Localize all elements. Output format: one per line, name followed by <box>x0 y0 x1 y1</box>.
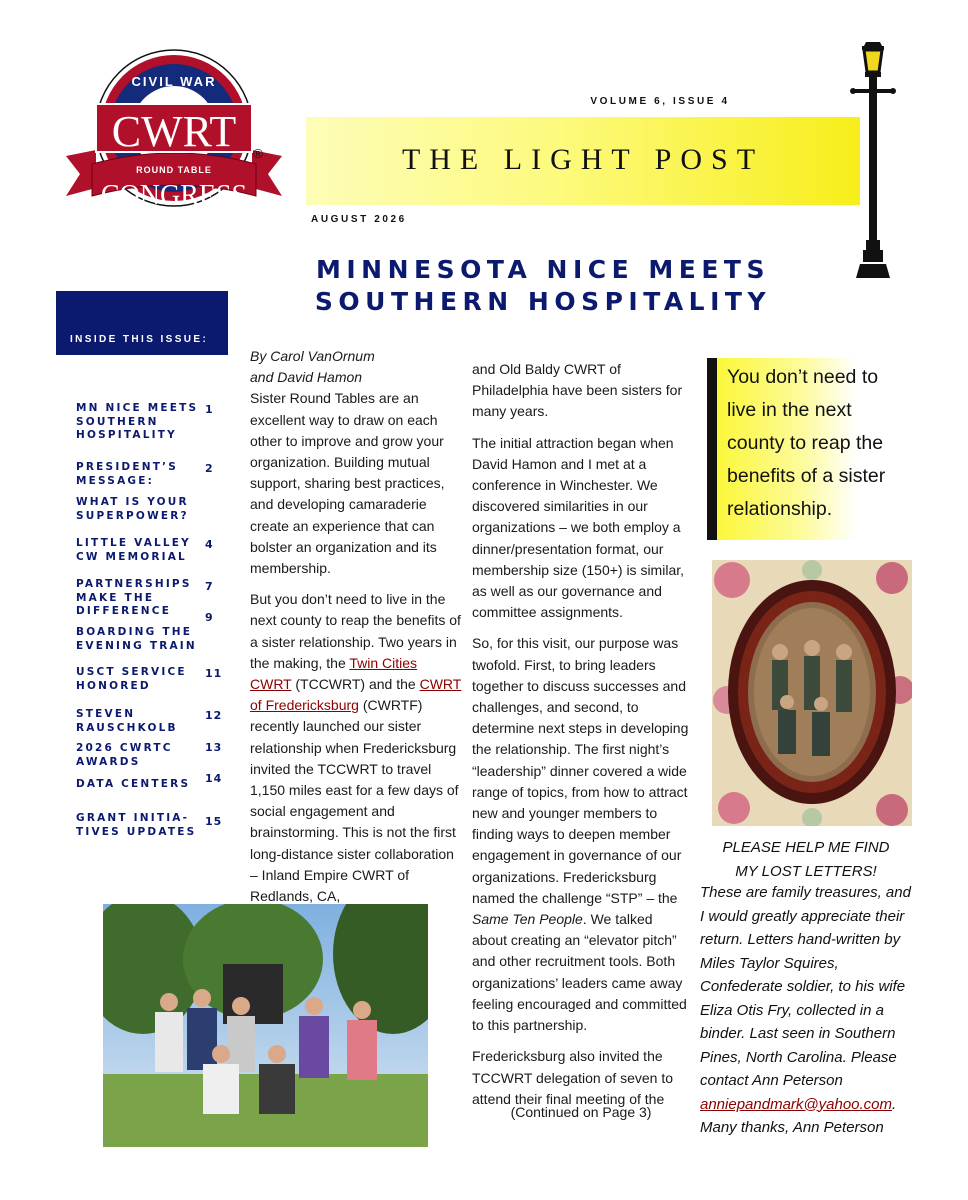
toc-page: 12 <box>205 709 223 722</box>
inside-this-issue-box <box>56 291 228 355</box>
inside-this-issue-heading: INSIDE THIS ISSUE: <box>70 334 209 345</box>
toc-item[interactable]: 2026 CWRTC AWARDS <box>76 742 173 768</box>
toc-page: 13 <box>205 741 223 754</box>
issue-date: AUGUST 2026 <box>311 214 407 225</box>
toc-item[interactable]: DATA CENTERS <box>76 778 191 790</box>
newsletter-title: THE LIGHT POST <box>401 143 765 176</box>
toc-page: 14 <box>205 772 223 785</box>
toc-page: 15 <box>205 815 223 828</box>
logo-main-text: CWRT <box>111 107 237 156</box>
lost-letters-text: These are family treasures, and I would greatly appreciate their return. Letters hand-written by Miles Taylor Squires, Confederate soldier, to his wife Eliza Otis Fry, collected in a binder. Last seen in Southern Pines, North Carolina. Please contact Ann Peterson anniepandmark@yahoo.com. Many thanks, Ann Peterson <box>700 884 911 1136</box>
email-link[interactable]: anniepandmark@yahoo.com <box>700 1095 893 1113</box>
lamp-post-icon <box>850 40 896 282</box>
logo-ring-text: ROUND TABLE <box>136 165 212 175</box>
toc-item[interactable]: PARTNERSHIPS MAKE THE DIFFERENCE <box>76 578 192 617</box>
article-column-1 <box>250 346 462 917</box>
pull-quote: You don’t need to live in the next county to reap the benefits of a sister relationship. <box>727 366 886 520</box>
volume-issue: VOLUME 6, ISSUE 4 <box>590 96 730 107</box>
cwrt-fredericksburg-link[interactable]: CWRT of Fredericksburg <box>250 676 462 714</box>
toc-page: 4 <box>205 538 214 551</box>
twin-cities-cwrt-link[interactable]: Twin Cities CWRT <box>250 654 418 693</box>
article-paragraph: Sister Round Tables are an excellent way to draw on each other to improve and grow your organization. Building mutual support, sharing best practices, and developing camaraderie create an experience that can bolster an organization and its membership. <box>250 390 445 577</box>
article-paragraph: So, for this visit, our purpose was twofold. First, to bring leaders together to discuss successes and challenges, and second, to determine next steps in developing the relationship. The first night’s “leadership” dinner covered a wide range of topics, from how to attract new and younger members to finding ways to deepen member engagement in governance of our organizations. Fredericksburg named the challenge “STP” – the Same Ten People. We talked about creating an “elevator pitch” and other recruitment tools. Both organizations’ leaders came away feeling encouraged and committed to this partnership. <box>472 635 689 1034</box>
toc-page: 9 <box>205 611 214 624</box>
toc-item[interactable]: MN NICE MEETS SOUTHERN HOSPITALITY <box>76 402 199 441</box>
toc-item[interactable]: WHAT IS YOUR SUPERPOWER? <box>76 496 189 522</box>
pull-quote-bar <box>707 358 717 540</box>
headline-line-1: MINNESOTA NICE MEETS <box>316 255 770 284</box>
toc-page: 7 <box>205 580 214 593</box>
article-paragraph: and Old Baldy CWRT of Philadelphia have been sisters for many years. <box>472 361 683 420</box>
toc-item[interactable]: USCT SERVICE HONORED <box>76 666 187 692</box>
byline-author-1: By Carol VanOrnum <box>250 348 375 364</box>
toc-page: 1 <box>205 403 214 416</box>
headline-line-2: SOUTHERN HOSPITALITY <box>314 287 772 316</box>
toc-item[interactable]: BOARDING THE EVENING TRAIN <box>76 626 197 652</box>
framed-soldiers-photo <box>712 560 912 826</box>
continued-note: (Continued on Page 3) <box>510 1104 652 1120</box>
group-photo <box>103 904 428 1147</box>
logo-banner-text: CONGRESS <box>100 180 248 211</box>
byline-author-2: and David Hamon <box>250 369 363 386</box>
toc-page: 2 <box>205 462 214 475</box>
toc-item[interactable]: STEVEN RAUSCHKOLB <box>76 708 178 734</box>
toc-item[interactable]: PRESIDENT’S MESSAGE: <box>76 461 179 487</box>
toc-page: 11 <box>205 667 223 680</box>
cwrt-congress-logo <box>62 46 284 216</box>
article-column-2 <box>472 359 690 1120</box>
lost-letters-heading: PLEASE HELP ME FIND MY LOST LETTERS! <box>722 839 890 880</box>
article-paragraph: Fredericksburg also invited the TCCWRT delegation of seven to attend their final meeting of the <box>472 1048 674 1107</box>
logo-top-text: CIVIL WAR <box>131 74 217 89</box>
logo-registered: ® <box>253 146 263 161</box>
article-paragraph: The initial attraction began when David Hamon and I met at a conference in Winchester. We discovered similarities in our organizations – we both employ a dinner/presentation format, our membership size (150+) is similar, as well as our governance and committee assignments. <box>472 434 685 621</box>
article-paragraph: But you don’t need to live in the next county to reap the benefits of a sister relationship. Two years in the making, the Twin Cities CWRT (TCCWRT) and the CWRT of Fredericksburg (CWRTF) recently launched our sister relationship when Fredericksburg invited the TCCWRT to travel 1,150 miles east for a few days of social engagement and brainstorming. This is not the first long-distance sister collaboration – Inland Empire CWRT of Redlands, CA, <box>250 591 462 905</box>
headline <box>300 254 786 318</box>
toc-item[interactable]: LITTLE VALLEY CW MEMORIAL <box>76 537 191 563</box>
toc-item[interactable]: GRANT INITIA-TIVES UPDATES <box>76 812 197 838</box>
